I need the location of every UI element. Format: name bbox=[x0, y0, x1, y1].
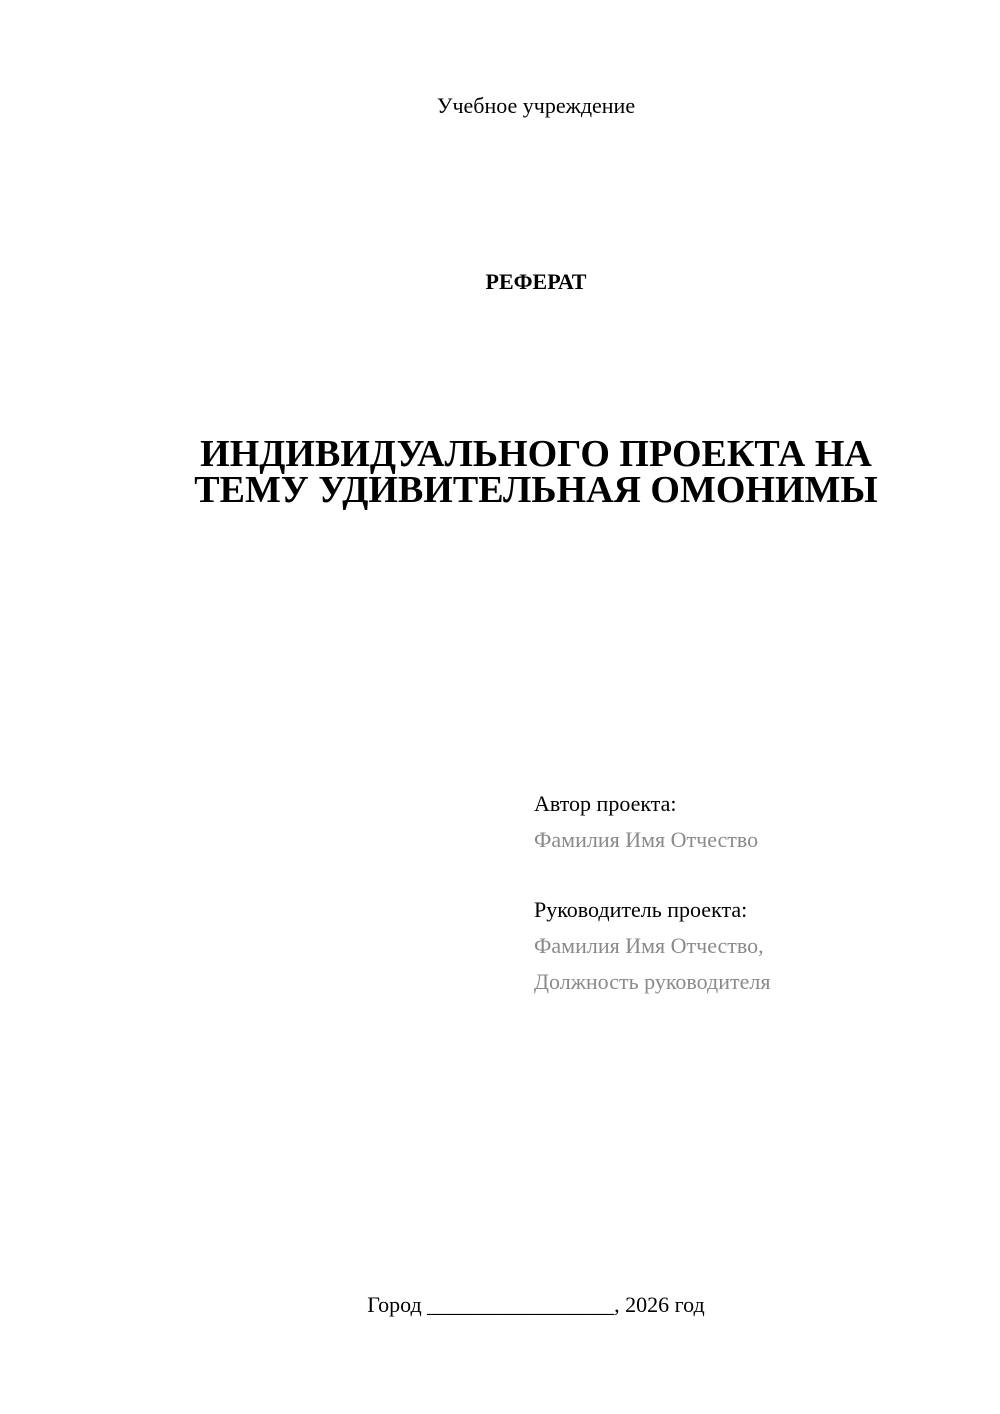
author-name: Фамилия Имя Отчество bbox=[534, 827, 759, 852]
credits-spacer bbox=[534, 858, 954, 892]
supervisor-label: Руководитель проекта: bbox=[534, 897, 748, 922]
supervisor-name: Фамилия Имя Отчество, bbox=[534, 933, 764, 958]
credits-block bbox=[534, 786, 954, 1000]
document-title-line: ИНДИВИДУАЛЬНОГО ПРОЕКТА НА bbox=[200, 433, 872, 475]
document-type: РЕФЕРАТ bbox=[485, 269, 587, 294]
supervisor-position: Должность руководителя bbox=[534, 969, 771, 994]
author-label: Автор проекта: bbox=[534, 791, 677, 816]
document-title-line: ТЕМУ УДИВИТЕЛЬНАЯ ОМОНИМЫ bbox=[194, 469, 878, 511]
institution-name: Учебное учреждение bbox=[436, 93, 636, 118]
document-title bbox=[150, 433, 922, 511]
city-year-line: Город _________________, 2026 год bbox=[367, 1292, 705, 1317]
